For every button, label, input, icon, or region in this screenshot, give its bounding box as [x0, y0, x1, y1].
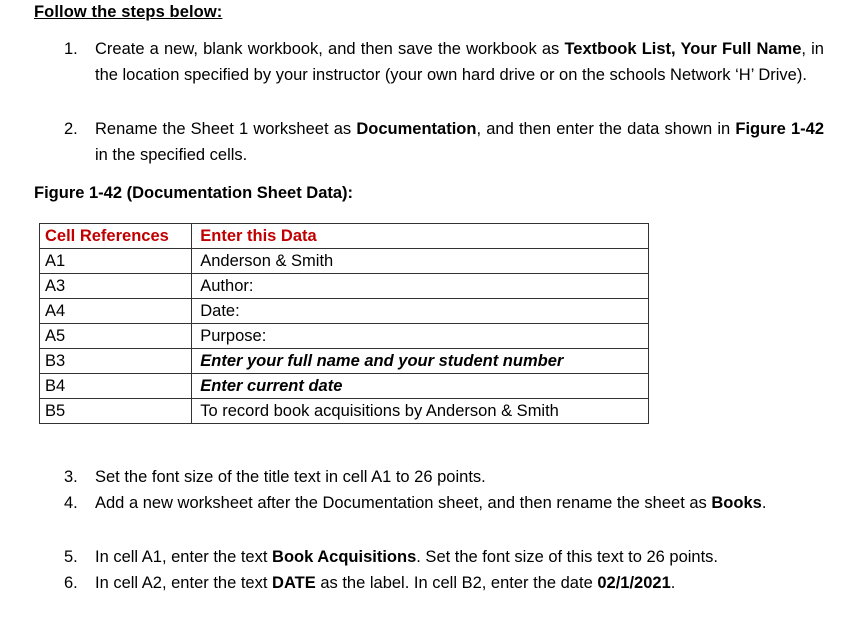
step-5	[64, 544, 824, 570]
step-text-part: In cell A1, enter the text	[95, 548, 273, 566]
step-4	[64, 490, 824, 516]
step-2	[64, 116, 824, 168]
file-name-bold: Textbook List, Your Full Name	[564, 40, 802, 58]
step-text-part: , in the location specified by your instructor (your own hard drive or on the schools Network ‘H’ Drive).	[95, 40, 824, 84]
cell-reference: A4	[40, 299, 192, 324]
step-text	[95, 570, 824, 596]
step-text-part: In cell A2, enter the text	[95, 574, 273, 592]
date-value-bold: 02/1/2021	[597, 574, 671, 592]
table-row	[40, 299, 649, 324]
table-row	[40, 249, 649, 274]
cell-reference: B5	[40, 399, 192, 424]
table-header-row	[40, 224, 649, 249]
step-6	[64, 570, 824, 596]
step-1	[64, 36, 824, 88]
table-row	[40, 274, 649, 299]
cell-reference: B3	[40, 349, 192, 374]
sheet-name-bold: Books	[711, 494, 762, 512]
table-row	[40, 374, 649, 399]
cell-data: Enter current date	[192, 374, 649, 399]
cell-data: Date:	[192, 299, 649, 324]
step-number: 5.	[64, 548, 78, 566]
step-text-part: in the specified cells.	[95, 146, 248, 164]
figure-ref-bold: Figure 1-42	[735, 120, 825, 138]
figure-title: Figure 1-42 (Documentation Sheet Data):	[34, 184, 354, 202]
step-number: 3.	[64, 468, 78, 486]
cell-data: To record book acquisitions by Anderson & Smith	[192, 399, 649, 424]
step-text-part: Add a new worksheet after the Documentation sheet, and then rename the sheet as	[95, 494, 712, 512]
step-text-part: , and then enter the data shown in	[476, 120, 736, 138]
cell-data: Enter your full name and your student number	[192, 349, 649, 374]
label-text-bold: DATE	[272, 574, 316, 592]
step-text-part: as the label. In cell B2, enter the date	[315, 574, 598, 592]
page-heading: Follow the steps below:	[34, 3, 223, 21]
cell-data: Purpose:	[192, 324, 649, 349]
step-number: 6.	[64, 574, 78, 592]
header-enter-data: Enter this Data	[192, 224, 649, 249]
step-text	[95, 116, 824, 168]
step-text-part: .	[670, 574, 676, 592]
step-text	[95, 36, 824, 88]
step-text	[95, 490, 824, 516]
cell-reference: A5	[40, 324, 192, 349]
cell-data: Anderson & Smith	[192, 249, 649, 274]
sheet-name-bold: Documentation	[356, 120, 477, 138]
step-number: 2.	[64, 120, 78, 138]
step-text-part: Create a new, blank workbook, and then save the workbook as	[95, 40, 565, 58]
cell-reference: A3	[40, 274, 192, 299]
title-text-bold: Book Acquisitions	[272, 548, 417, 566]
header-cell-references: Cell References	[40, 224, 192, 249]
step-text	[95, 544, 824, 570]
table-row	[40, 324, 649, 349]
cell-data: Author:	[192, 274, 649, 299]
table-row	[40, 349, 649, 374]
step-text-part: Rename the Sheet 1 worksheet as	[95, 120, 357, 138]
step-3	[64, 464, 824, 490]
cell-reference: B4	[40, 374, 192, 399]
step-number: 4.	[64, 494, 78, 512]
table-row	[40, 399, 649, 424]
step-text: Set the font size of the title text in cell A1 to 26 points.	[95, 468, 486, 486]
step-text-part: . Set the font size of this text to 26 points.	[416, 548, 719, 566]
documentation-data-table	[39, 223, 649, 424]
step-number: 1.	[64, 40, 78, 58]
step-text-part: .	[761, 494, 767, 512]
cell-reference: A1	[40, 249, 192, 274]
